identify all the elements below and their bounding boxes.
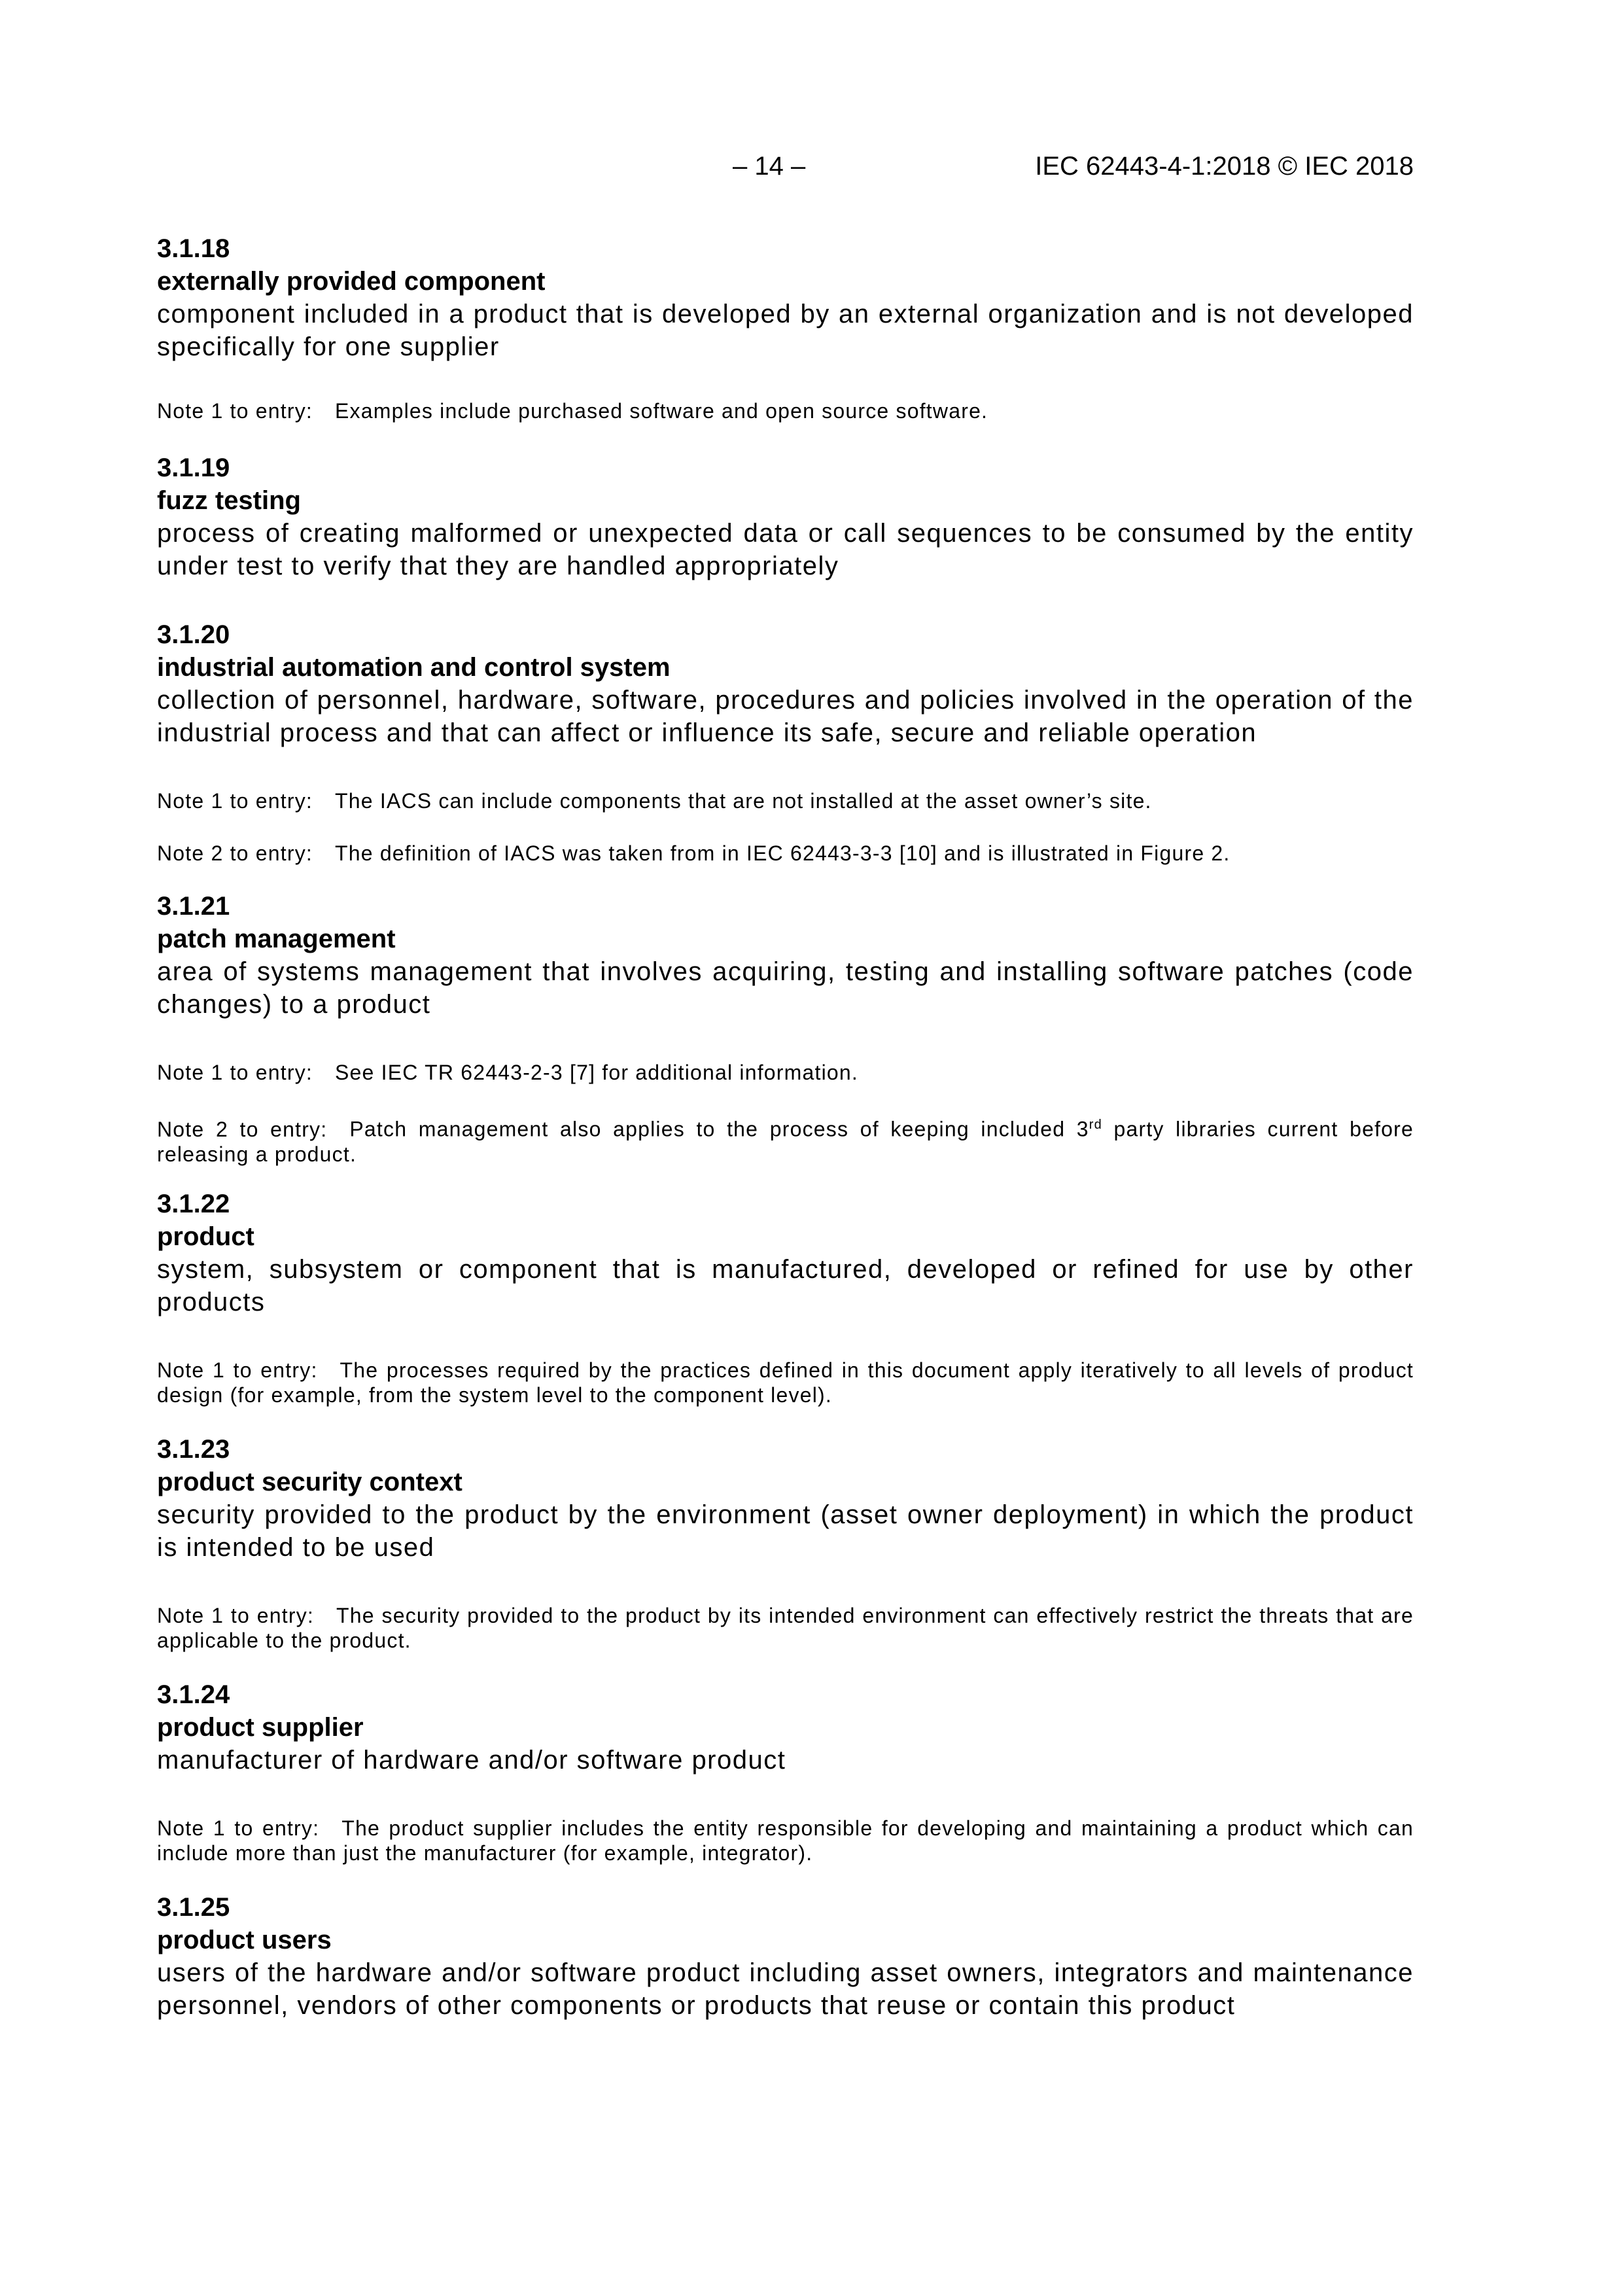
- term-definition: system, subsystem or component that is manufactured, developed or refined for use by other products: [157, 1255, 1414, 1316]
- note-label: Note 1 to entry:: [157, 789, 313, 813]
- clause-number: 3.1.25: [157, 1893, 230, 1922]
- term-entry: [157, 1678, 1414, 1865]
- clause-number: 3.1.20: [157, 620, 230, 649]
- term-title: industrial automation and control system: [157, 653, 671, 682]
- clause-number: 3.1.18: [157, 234, 230, 263]
- term-definition: area of systems management that involves acquiring, testing and installing software patches (code changes) to a product: [157, 957, 1414, 1019]
- term-entry: [157, 232, 1414, 423]
- note-text: The processes required by the practices defined in this document apply iteratively to all levels of product design (for example, from the system level to the component level).: [157, 1358, 1414, 1407]
- note-to-entry: [157, 1060, 1414, 1085]
- term-entry: [157, 1188, 1414, 1407]
- page-header: [157, 152, 1414, 191]
- note-label: Note 1 to entry:: [157, 1061, 313, 1084]
- clause-number: 3.1.24: [157, 1680, 230, 1709]
- term-definition: manufacturer of hardware and/or software product: [157, 1746, 786, 1775]
- note-label: Note 1 to entry:: [157, 1358, 318, 1382]
- note-text: The product supplier includes the entity responsible for developing and maintaining a product which can include more than just the manufacturer (for example, integrator).: [157, 1816, 1414, 1865]
- note-text: The IACS can include components that are not installed at the asset owner’s site.: [334, 789, 1152, 813]
- note-to-entry: [157, 1358, 1414, 1407]
- term-entry: [157, 1891, 1414, 2022]
- note-to-entry: [157, 1112, 1414, 1167]
- note-to-entry: [157, 398, 1414, 423]
- note-to-entry: [157, 1816, 1414, 1865]
- term-definition: security provided to the product by the environment (asset owner deployment) in which the product is intended to be used: [157, 1500, 1414, 1562]
- term-title: product: [157, 1222, 254, 1251]
- document-id: IEC 62443-4-1:2018 © IEC 2018: [1035, 152, 1414, 181]
- note-label: Note 2 to entry:: [157, 841, 313, 865]
- term-entry: [157, 618, 1414, 866]
- note-label: Note 1 to entry:: [157, 1604, 315, 1627]
- note-text: party libraries current before releasing a product.: [157, 1117, 1414, 1166]
- term-title: product users: [157, 1926, 332, 1954]
- clause-number: 3.1.19: [157, 453, 230, 482]
- note-label: Note 1 to entry:: [157, 399, 313, 423]
- note-text: See IEC TR 62443-2-3 [7] for additional information.: [334, 1061, 858, 1084]
- term-definition: component included in a product that is developed by an external organization and is not developed specifically for one supplier: [157, 300, 1414, 361]
- term-entry: [157, 890, 1414, 1167]
- note-text: Examples include purchased software and open source software.: [334, 399, 988, 423]
- note-text: The security provided to the product by its intended environment can effectively restrict the threats that are applicable to the product.: [157, 1604, 1414, 1652]
- term-definition: process of creating malformed or unexpected data or call sequences to be consumed by the entity under test to verify that they are handled appropriately: [157, 519, 1414, 580]
- clause-number: 3.1.21: [157, 892, 230, 921]
- clause-number: 3.1.23: [157, 1435, 230, 1464]
- note-text: The definition of IACS was taken from in IEC 62443-3-3 [10] and is illustrated in Figure 2.: [334, 841, 1230, 865]
- term-title: patch management: [157, 925, 396, 953]
- term-title: fuzz testing: [157, 486, 301, 515]
- term-title: product supplier: [157, 1713, 364, 1742]
- note-to-entry: [157, 841, 1414, 866]
- note-to-entry: [157, 788, 1414, 813]
- note-text: Patch management also applies to the process of keeping included 3: [349, 1117, 1089, 1141]
- note-to-entry: [157, 1603, 1414, 1653]
- term-definition: users of the hardware and/or software product including asset owners, integrators and maintenance personnel, vendors of other components or products that reuse or contain this product: [157, 1958, 1414, 2020]
- term-entry: [157, 451, 1414, 582]
- term-entry: [157, 1433, 1414, 1653]
- note-label: Note 2 to entry:: [157, 1117, 328, 1141]
- term-title: product security context: [157, 1468, 462, 1496]
- page-number: – 14 –: [733, 152, 806, 181]
- superscript: rd: [1089, 1118, 1102, 1132]
- note-label: Note 1 to entry:: [157, 1816, 320, 1840]
- term-title: externally provided component: [157, 267, 546, 296]
- clause-number: 3.1.22: [157, 1190, 230, 1218]
- term-definition: collection of personnel, hardware, software, procedures and policies involved in the operation of the industrial process and that can affect or influence its safe, secure and reliable operation: [157, 686, 1414, 747]
